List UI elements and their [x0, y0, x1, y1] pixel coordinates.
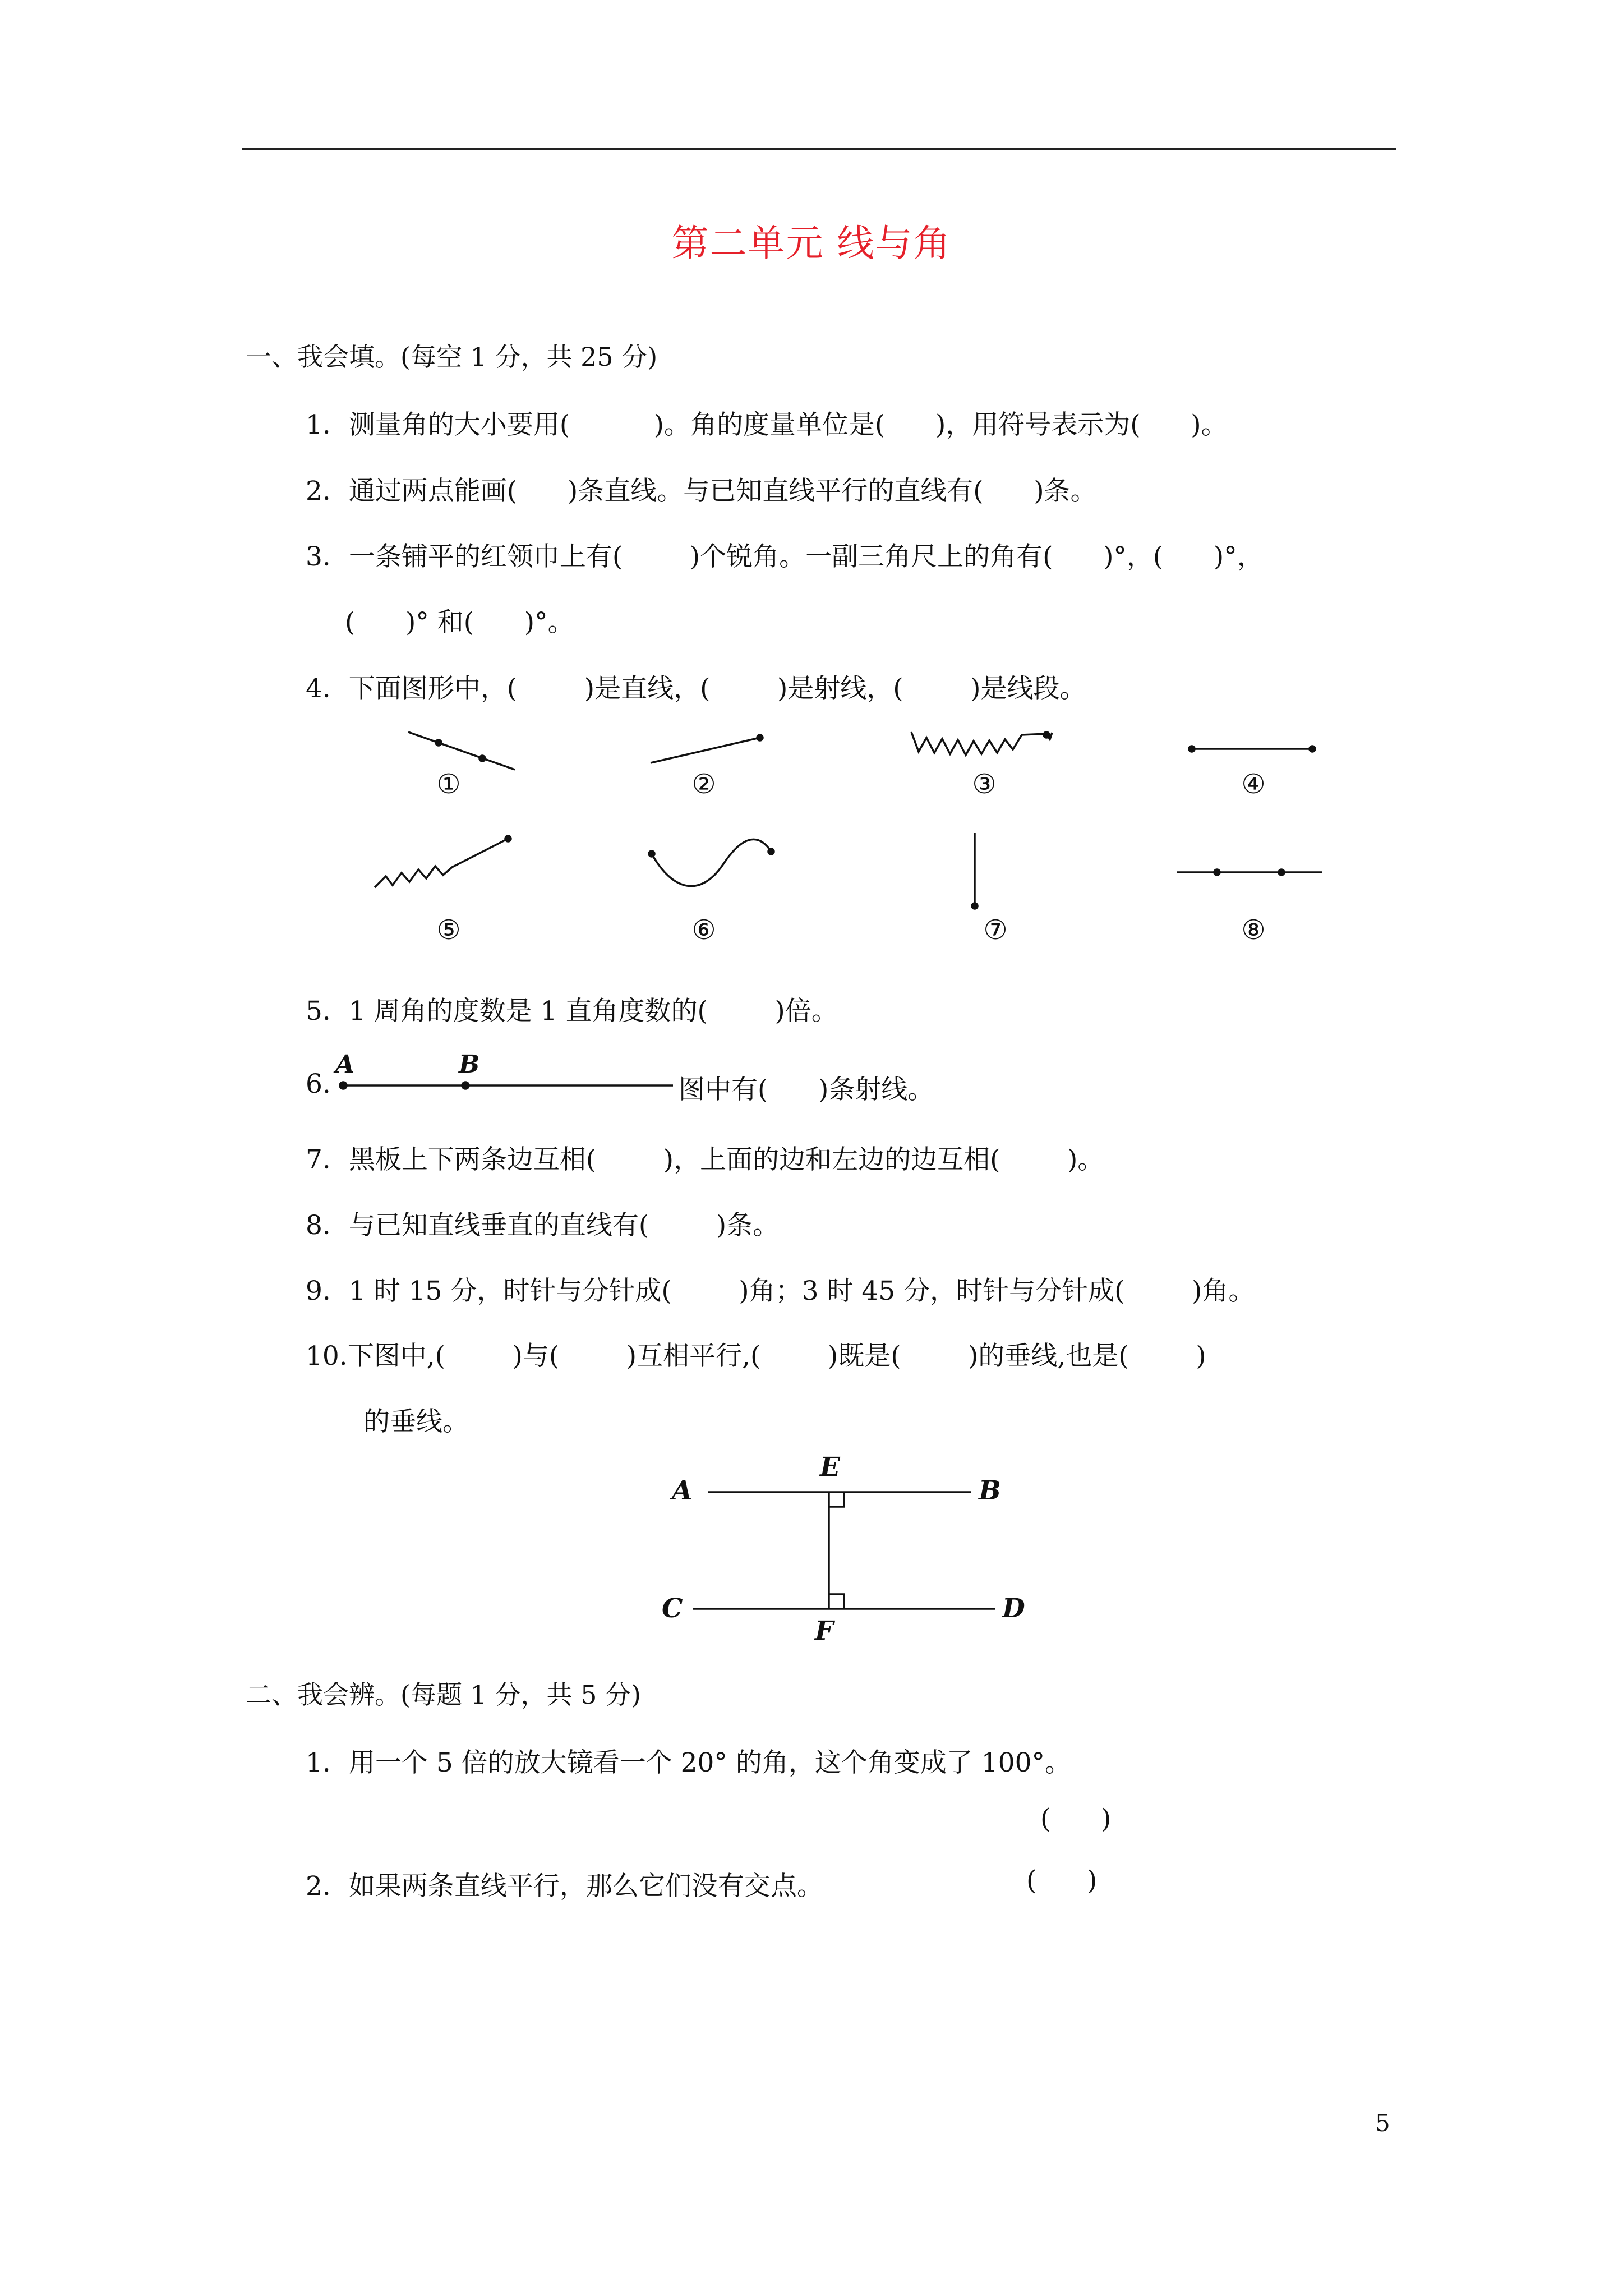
- point-label-e: E: [820, 1452, 840, 1483]
- figure-label-7: ⑦: [983, 914, 1008, 946]
- figure-label-1: ①: [436, 769, 461, 800]
- question-1-7: 7．黑板上下两条边互相( )，上面的边和左边的边互相( )。: [306, 1144, 1104, 1175]
- question-1-4: 4．下面图形中，( )是直线，( )是射线，( )是线段。: [306, 673, 1086, 704]
- question-1-6-prefix: 6.: [306, 1069, 331, 1099]
- point-label-a: A: [672, 1475, 693, 1506]
- question-10-figure: [693, 1492, 995, 1609]
- point-label-f: F: [815, 1616, 834, 1646]
- point-label-b: B: [979, 1475, 1001, 1506]
- question-6-point-b: B: [459, 1050, 480, 1079]
- point-label-c: C: [662, 1593, 683, 1624]
- question-1-8: 8．与已知直线垂直的直线有( )条。: [306, 1210, 780, 1241]
- question-6-point-a: A: [335, 1050, 355, 1079]
- figure-2-segment: [651, 735, 763, 763]
- answer-blank-2-1[interactable]: ( ): [1040, 1803, 1112, 1834]
- question-2-1: 1．用一个 5 倍的放大镜看一个 20° 的角，这个角变成了 100°。: [306, 1747, 1072, 1778]
- figure-5-zigzag: [375, 839, 508, 887]
- figure-1-line: [408, 732, 515, 770]
- question-1-9: 9．1 时 15 分，时针与分针成( )角；3 时 45 分，时针与分针成( )角。: [306, 1276, 1255, 1306]
- answer-blank-2-2[interactable]: ( ): [1026, 1865, 1098, 1896]
- figure-7-vertical: [972, 833, 978, 909]
- figure-3-zigzag: [911, 732, 1052, 755]
- point-label-d: D: [1002, 1593, 1025, 1624]
- question-6-figure: [340, 1082, 673, 1089]
- figure-8-line: [1177, 869, 1322, 875]
- question-1-1: 1．测量角的大小要用( )。角的度量单位是( )，用符号表示为( )。: [306, 409, 1228, 440]
- figure-6-curve: [652, 839, 771, 886]
- page-title: 第二单元 线与角: [671, 222, 952, 265]
- section-heading-judge: 二、我会辨。(每题 1 分，共 5 分): [246, 1680, 641, 1710]
- page-number: 5: [1375, 2109, 1390, 2137]
- question-1-3: 3．一条铺平的红领巾上有( )个锐角。一副三角尺上的角有( )°，( )°，: [306, 541, 1264, 572]
- question-1-2: 2．通过两点能画( )条直线。与已知直线平行的直线有( )条。: [306, 476, 1097, 507]
- figure-4-segment: [1189, 746, 1315, 752]
- question-1-10-continued: 的垂线。: [363, 1406, 469, 1437]
- figure-label-6: ⑥: [691, 914, 716, 946]
- figure-label-3: ③: [972, 769, 997, 800]
- figure-label-8: ⑧: [1241, 914, 1266, 946]
- figure-label-2: ②: [691, 769, 716, 800]
- figure-label-5: ⑤: [436, 914, 461, 946]
- question-1-6: 图中有( )条射线。: [679, 1074, 934, 1105]
- question-1-10: 10.下图中,( )与( )互相平行,( )既是( )的垂线,也是( ): [306, 1341, 1206, 1372]
- figure-label-4: ④: [1241, 769, 1266, 800]
- question-1-3-continued: ( )° 和( )°。: [345, 607, 574, 638]
- question-1-5: 5．1 周角的度数是 1 直角度数的( )倍。: [306, 996, 838, 1027]
- section-heading-fill: 一、我会填。(每空 1 分，共 25 分): [246, 342, 658, 372]
- question-2-2: 2．如果两条直线平行，那么它们没有交点。: [306, 1871, 823, 1902]
